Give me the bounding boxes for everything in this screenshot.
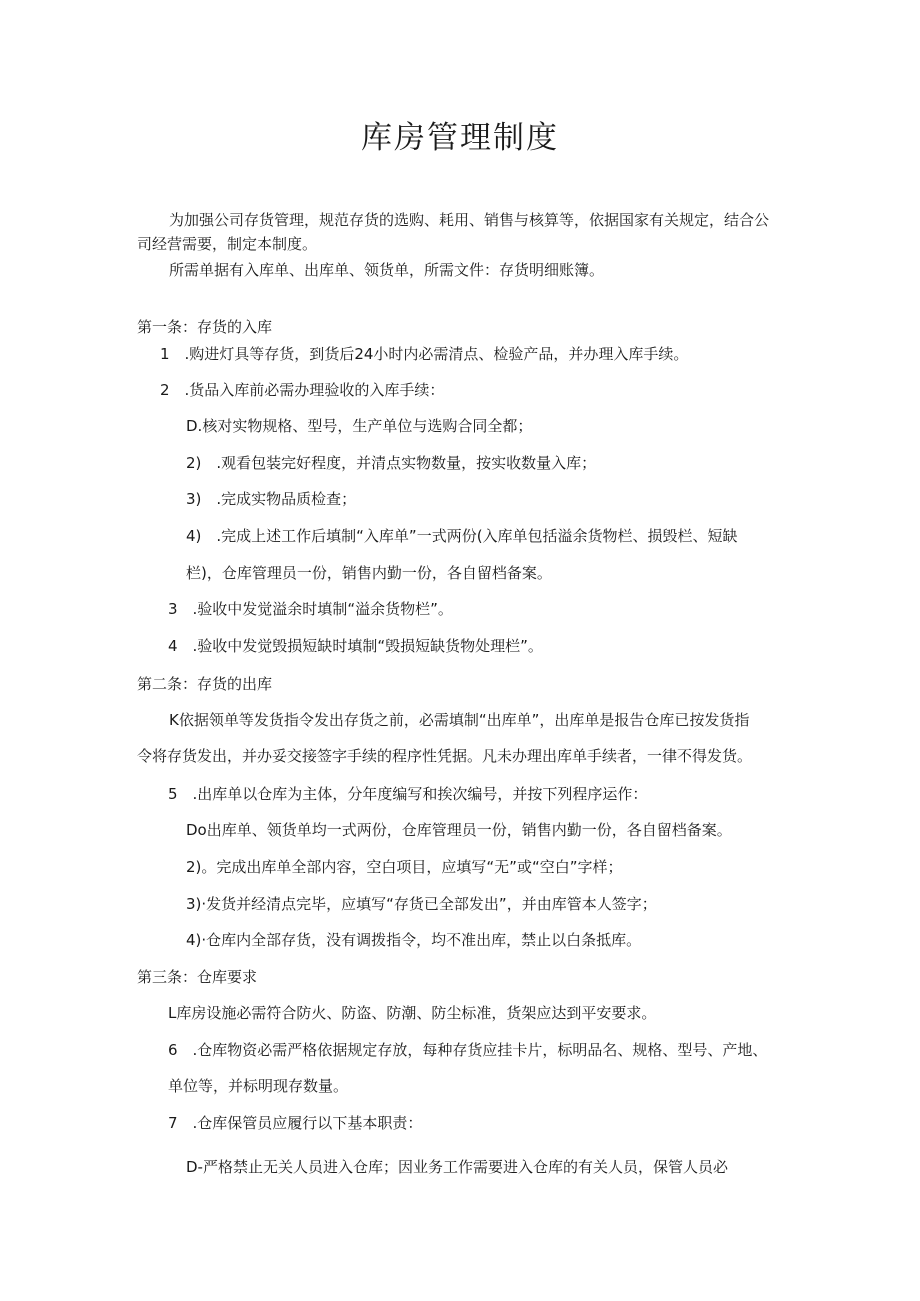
article-3-sub-1: D-严格禁止无关人员进入仓库；因业务工作需要进入仓库的有关人员，保管人员必 [186, 1158, 728, 1176]
article-2-sub-1: Do出库单、领货单均一式两份，仓库管理员一份，销售内勤一份，各自留档备案。 [186, 821, 732, 839]
article-2-item-5: 5 .出库单以仓库为主体，分年度编写和挨次编号，并按下列程序运作： [168, 785, 648, 803]
article-2-heading: 第二条：存货的出库 [137, 675, 273, 693]
article-3-item-6-line-1: 6 .仓库物资必需严格依据规定存放，每种存货应挂卡片，标明品名、规格、型号、产地、 [168, 1041, 768, 1059]
article-2-paragraph-line-1: K依据领单等发货指令发出存货之前，必需填制“出库单”，出库单是报告仓库已按发货指 [169, 711, 750, 729]
article-1-sub-4-line-2: 栏)，仓库管理员一份，销售内勤一份，各自留档备案。 [186, 564, 552, 582]
article-1-sub-4-line-1: 4) .完成上述工作后填制“入库单”一式两份(入库单包括溢余货物栏、损毁栏、短缺 [186, 527, 738, 545]
article-1-item-4: 4 .验收中发觉毁损短缺时填制“毁损短缺货物处理栏”。 [168, 637, 543, 655]
article-1-item-1: 1 .购进灯具等存货，到货后24小时内必需清点、检验产品，并办理入库手续。 [160, 345, 689, 363]
article-2-sub-4: 4)·仓库内全部存货，没有调拨指令，均不准出库，禁止以白条抵库。 [186, 931, 642, 949]
article-2-sub-2: 2)。完成出库单全部内容，空白项目，应填写“无”或“空白”字样； [186, 858, 623, 876]
article-1-sub-2: 2) .观看包装完好程度，并清点实物数量，按实收数量入库； [186, 454, 597, 472]
article-3-item-7: 7 .仓库保管员应履行以下基本职责： [168, 1114, 423, 1132]
article-3-heading: 第三条：仓库要求 [137, 968, 258, 986]
intro-paragraph-line-1: 为加强公司存货管理，规范存货的选购、耗用、销售与核算等，依据国家有关规定，结合公 [169, 211, 770, 229]
article-1-item-3: 3 .验收中发觉溢余时填制“溢余货物栏”。 [168, 600, 453, 618]
article-2-sub-3: 3)·发货并经清点完毕，应填写“存货已全部发出”，并由库管本人签字； [186, 895, 657, 913]
document-title: 库房管理制度 [361, 120, 559, 156]
article-2-paragraph-line-2: 令将存货发出，并办妥交接签字手续的程序性凭据。凡未办理出库单手续者，一律不得发货。 [137, 747, 753, 765]
article-1-item-2: 2 .货品入库前必需办理验收的入库手续： [160, 381, 445, 399]
article-1-sub-3: 3) .完成实物品质检查； [186, 490, 357, 508]
article-1-heading: 第一条：存货的入库 [137, 318, 273, 336]
intro-paragraph-line-2: 司经营需要，制定本制度。 [137, 235, 318, 253]
article-3-item-l: L库房设施必需符合防火、防盗、防潮、防尘标准，货架应达到平安要求。 [168, 1004, 657, 1022]
article-1-sub-1: D.核对实物规格、型号，生产单位与选购合同全都； [186, 417, 533, 435]
intro-documents-line: 所需单据有入库单、出库单、领货单，所需文件：存货明细账簿。 [169, 261, 605, 279]
article-3-item-6-line-2: 单位等，并标明现存数量。 [168, 1077, 349, 1095]
